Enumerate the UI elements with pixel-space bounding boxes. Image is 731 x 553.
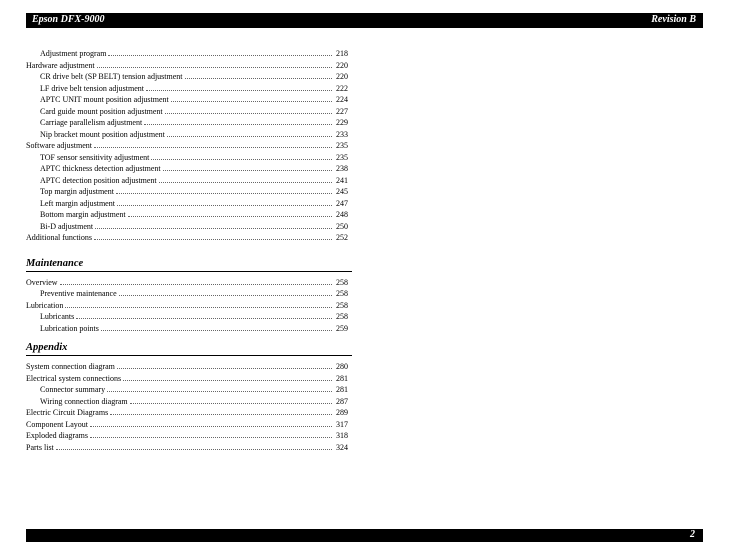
dot-leader: [117, 362, 332, 369]
dot-leader: [159, 176, 332, 183]
toc-entry-title: Left margin adjustment: [40, 198, 115, 208]
toc-entry-page: 227: [336, 106, 348, 116]
toc-entry-page: 224: [336, 95, 348, 104]
toc-entry-page: 317: [336, 419, 348, 429]
dot-leader: [117, 199, 332, 206]
toc-entry[interactable]: [26, 83, 348, 95]
toc-entry-title: APTC UNIT mount position adjustment: [40, 95, 169, 104]
dot-leader: [130, 397, 332, 404]
dot-leader: [90, 431, 332, 438]
toc-entry-title: LF drive belt tension adjustment: [40, 83, 144, 93]
dot-leader: [163, 164, 332, 171]
toc-adjustment-section: [26, 48, 348, 244]
toc-entry-page: 229: [336, 118, 348, 127]
dot-leader: [94, 141, 332, 148]
toc-entry[interactable]: [26, 300, 348, 312]
toc-entry-page: 318: [336, 431, 348, 440]
toc-entry-title: Carriage parallelism adjustment: [40, 118, 143, 127]
dot-leader: [95, 222, 332, 229]
toc-entry-title: Nip bracket mount position adjustment: [40, 129, 165, 139]
toc-entry[interactable]: [26, 140, 348, 152]
toc-entry-page: 233: [336, 129, 348, 139]
toc-entry-title: Hardware adjustment: [26, 60, 95, 70]
toc-entry-title: Electrical system connections: [26, 373, 122, 383]
toc-entry-page: 248: [336, 210, 348, 219]
toc-entry[interactable]: [26, 323, 348, 335]
toc-entry[interactable]: [26, 407, 348, 419]
dot-leader: [116, 187, 332, 194]
toc-entry-page: 259: [336, 323, 348, 333]
toc-entry-title: Lubricants: [40, 312, 75, 321]
toc-entry[interactable]: [26, 277, 348, 289]
dot-leader: [171, 95, 332, 102]
toc-entry-page: 247: [336, 198, 348, 208]
dot-leader: [151, 153, 332, 160]
toc-entry-page: 287: [336, 396, 348, 406]
toc-entry[interactable]: [26, 396, 348, 408]
toc-entry-page: 289: [336, 408, 348, 417]
toc-entry[interactable]: [26, 198, 348, 210]
toc-entry[interactable]: [26, 232, 348, 244]
dot-leader: [119, 289, 332, 296]
toc-entry[interactable]: [26, 94, 348, 106]
toc-entry-title: Adjustment program: [40, 49, 107, 58]
dot-leader: [65, 301, 332, 308]
toc-entry-title: Additional functions: [26, 233, 92, 242]
toc-entry[interactable]: [26, 71, 348, 83]
toc-entry[interactable]: [26, 186, 348, 198]
toc-entry-title: Lubrication: [26, 300, 64, 310]
toc-entry-title: CR drive belt (SP BELT) tension adjustment: [40, 72, 183, 81]
toc-entry-page: 238: [336, 164, 348, 173]
toc-entry-page: 218: [336, 49, 348, 58]
toc-entry-title: System connection diagram: [26, 362, 115, 371]
toc-entry-page: 245: [336, 187, 348, 196]
toc-entry[interactable]: [26, 209, 348, 221]
toc-entry-page: 235: [336, 141, 348, 150]
toc-entry-page: 281: [336, 373, 348, 383]
dot-leader: [146, 84, 332, 91]
toc-entry-title: Lubrication points: [40, 323, 99, 333]
toc-entry[interactable]: [26, 175, 348, 187]
toc-entry[interactable]: [26, 311, 348, 323]
toc-entry[interactable]: [26, 221, 348, 233]
document-title: Epson DFX-9000: [32, 14, 105, 25]
toc-entry[interactable]: [26, 384, 348, 396]
toc-entry-title: Component Layout: [26, 419, 88, 429]
toc-entry[interactable]: [26, 129, 348, 141]
toc-entry-title: TOF sensor sensitivity adjustment: [40, 152, 150, 162]
toc-entry-page: 220: [336, 72, 348, 81]
toc-maintenance-section: [26, 277, 348, 335]
dot-leader: [101, 324, 332, 331]
toc-entry-page: 220: [336, 60, 348, 70]
toc-entry-title: Software adjustment: [26, 141, 92, 150]
toc-entry-page: 235: [336, 152, 348, 162]
toc-entry-page: 281: [336, 385, 348, 394]
toc-entry-page: 280: [336, 362, 348, 371]
toc-entry-title: APTC detection position adjustment: [40, 175, 157, 185]
page-footer: [26, 529, 703, 542]
dot-leader: [123, 374, 332, 381]
toc-entry-page: 258: [336, 277, 348, 287]
toc-entry[interactable]: [26, 106, 348, 118]
toc-entry[interactable]: [26, 163, 348, 175]
section-heading-appendix: Appendix: [26, 342, 352, 356]
dot-leader: [90, 420, 332, 427]
toc-entry[interactable]: [26, 60, 348, 72]
dot-leader: [94, 233, 332, 240]
toc-entry[interactable]: [26, 117, 348, 129]
dot-leader: [76, 312, 332, 319]
toc-entry[interactable]: [26, 361, 348, 373]
dot-leader: [60, 278, 332, 285]
toc-entry[interactable]: [26, 430, 348, 442]
dot-leader: [97, 61, 332, 68]
revision-label: Revision B: [651, 14, 696, 25]
page-header: [26, 13, 703, 28]
toc-entry-page: 241: [336, 175, 348, 185]
toc-entry-page: 258: [336, 312, 348, 321]
toc-entry-title: Exploded diagrams: [26, 431, 88, 440]
dot-leader: [107, 385, 332, 392]
toc-entry[interactable]: [26, 152, 348, 164]
toc-entry-title: APTC thickness detection adjustment: [40, 164, 161, 173]
dot-leader: [185, 72, 332, 79]
toc-entry[interactable]: [26, 288, 348, 300]
toc-entry-title: Electric Circuit Diagrams: [26, 408, 109, 417]
section-heading-maintenance: Maintenance: [26, 258, 352, 272]
dot-leader: [56, 443, 332, 450]
toc-appendix-section: [26, 361, 348, 453]
toc-entry-title: Bi-D adjustment: [40, 221, 94, 231]
toc-entry-title: Card guide mount position adjustment: [40, 106, 163, 116]
dot-leader: [128, 210, 332, 217]
toc-entry-title: Overview: [26, 277, 58, 287]
toc-entry-page: 324: [336, 442, 348, 452]
toc-entry-page: 222: [336, 83, 348, 93]
dot-leader: [110, 408, 332, 415]
dot-leader: [108, 49, 332, 56]
dot-leader: [167, 130, 332, 137]
toc-entry-title: Connector summary: [40, 385, 106, 394]
table-of-contents: [26, 48, 348, 453]
toc-entry[interactable]: [26, 419, 348, 431]
dot-leader: [165, 107, 332, 114]
toc-entry-title: Preventive maintenance: [40, 289, 117, 298]
page-number: 2: [690, 529, 695, 540]
toc-entry-page: 258: [336, 289, 348, 298]
toc-entry-page: 250: [336, 221, 348, 231]
toc-entry-title: Wiring connection diagram: [40, 396, 128, 406]
toc-entry-title: Top margin adjustment: [40, 187, 114, 196]
dot-leader: [144, 118, 332, 125]
toc-entry-page: 252: [336, 233, 348, 242]
toc-entry[interactable]: [26, 442, 348, 454]
toc-entry-page: 258: [336, 300, 348, 310]
toc-entry-title: Parts list: [26, 442, 54, 452]
toc-entry-title: Bottom margin adjustment: [40, 210, 126, 219]
toc-entry[interactable]: [26, 373, 348, 385]
toc-entry[interactable]: [26, 48, 348, 60]
